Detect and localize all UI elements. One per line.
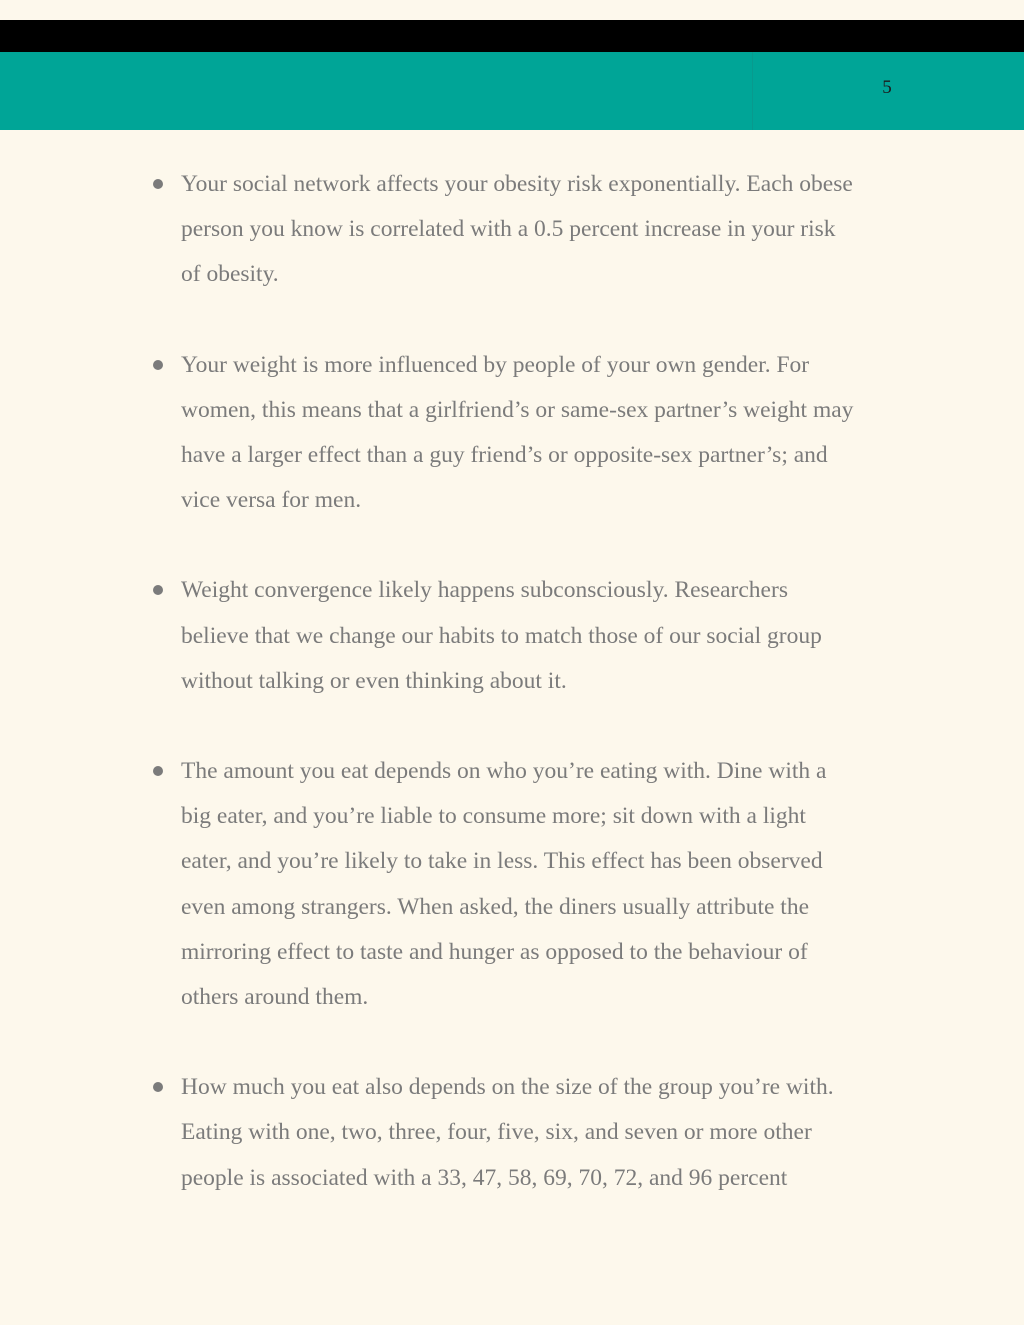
bullet-dot-icon <box>153 360 163 370</box>
bullet-text: Your social network affects your obesity risk exponentially. Each obese person you know is correlated with a 0.5 percent increase in your risk of obesity. <box>181 171 853 288</box>
header-black-bar <box>0 20 1024 52</box>
bullet-dot-icon <box>153 585 163 595</box>
page-number: 5 <box>882 77 892 98</box>
bullet-item-social-network <box>150 162 910 298</box>
bullet-item-weight-convergence <box>150 568 910 704</box>
header-band-divider <box>752 52 753 130</box>
bullet-text: How much you eat also depends on the size of the group you’re with. Eating with one, two, three, four, five, six, and seven or more other people is associated with a 33, 47, 58, 69, 70, 72, and 96 percent <box>181 1074 834 1191</box>
bullet-text: Your weight is more influenced by people of your own gender. For women, this means that a girlfriend’s or same-sex partner’s weight may have a larger effect than a guy friend’s or opposite-sex partner’s; and vice versa for men. <box>181 351 854 514</box>
bullet-item-gender-influence <box>150 343 910 524</box>
bullet-item-group-size <box>150 1065 910 1201</box>
top-margin-strip <box>0 0 1024 20</box>
bullet-dot-icon <box>153 766 163 776</box>
bullet-list <box>150 162 910 1246</box>
bullet-dot-icon <box>153 179 163 189</box>
bullet-dot-icon <box>153 1082 163 1092</box>
bullet-item-eating-companion <box>150 749 910 1020</box>
header-teal-band <box>0 52 1024 130</box>
bullet-text: The amount you eat depends on who you’re eating with. Dine with a big eater, and you’re liable to consume more; sit down with a light eater, and you’re likely to take in less. This effect has been observed even among strangers. When asked, the diners usually attribute the mirroring effect to taste and hunger as opposed to the behaviour of others around them. <box>181 758 827 1011</box>
bullet-text: Weight convergence likely happens subconsciously. Researchers believe that we change our habits to match those of our social group without talking or even thinking about it. <box>181 577 822 694</box>
